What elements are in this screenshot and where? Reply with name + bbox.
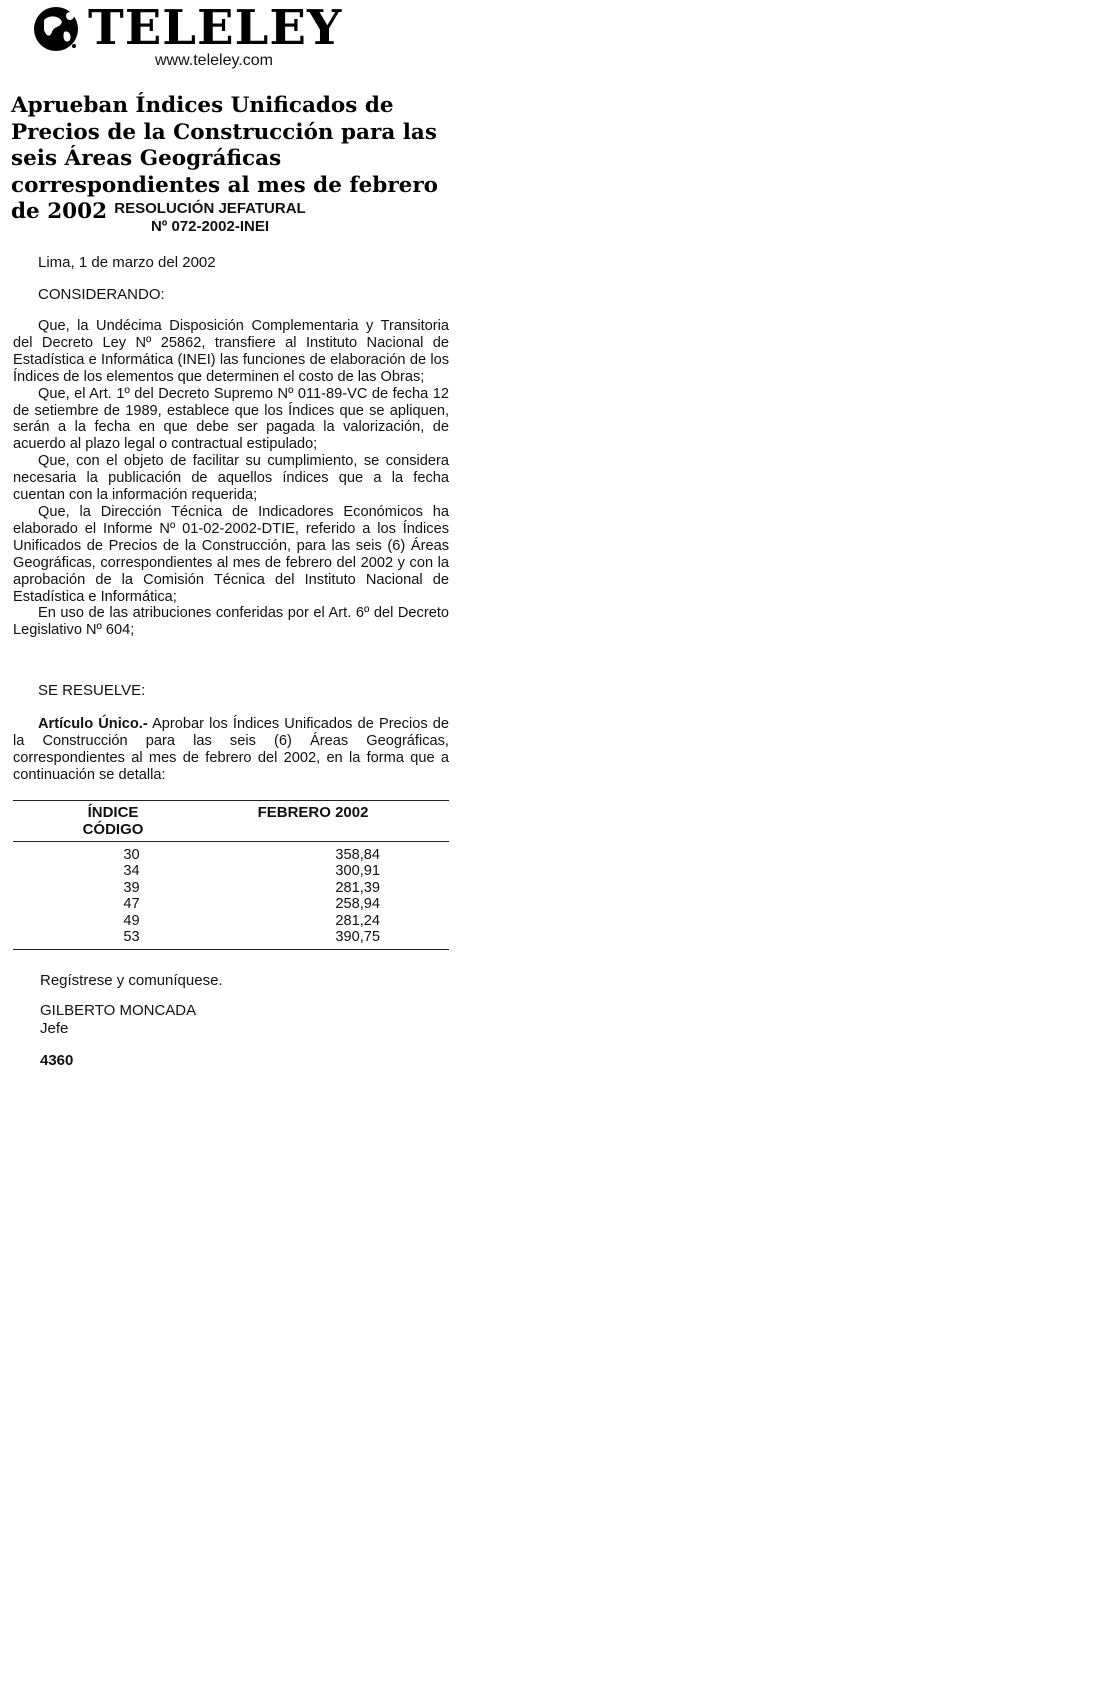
paragraph: En uso de las atribuciones conferidas por el Art. 6º del Decreto Legislativo Nº 604; [13,605,449,639]
cell-valor: 258,94 [335,896,380,913]
signature-block [40,1002,196,1038]
table-row [13,863,449,879]
indices-table [13,800,449,950]
website-url[interactable]: www.teleley.com [155,52,273,69]
table-row [13,847,449,863]
se-resuelve-heading: SE RESUELVE: [38,682,146,699]
registrese-line: Regístrese y comuníquese. [40,972,223,989]
table-row [13,880,449,896]
signer-name: GILBERTO MONCADA [40,1002,197,1019]
articulo-unico [13,716,449,784]
cell-codigo: 34 [123,863,140,880]
articulo-paragraph [13,716,449,784]
cell-valor: 390,75 [335,929,380,946]
cell-valor: 358,84 [335,847,380,863]
header-indice-codigo [13,804,213,838]
table-row [13,929,449,945]
considerando-paragraphs [13,318,449,639]
publication-number: 4360 [40,1052,74,1069]
articulo-label: Artículo Único.- [38,716,148,732]
table-header [13,801,449,841]
table-bottom-rule [13,949,449,950]
cell-codigo: 53 [123,929,140,946]
globe-icon [30,2,82,54]
page-title: Aprueban Índices Unificados de Precios de la Construcción para las seis Áreas Geográficas correspondientes al mes de febrero de 2002 [11,93,439,224]
resolution-type: RESOLUCIÓN JEFATURAL [114,200,306,217]
table-body [13,842,449,949]
cell-valor: 281,39 [335,879,380,896]
table-row [13,896,449,912]
considerando-heading: CONSIDERANDO: [38,286,165,303]
paragraph: Que, con el objeto de facilitar su cumplimiento, se considera necesaria la publicación de aquellos índices que a la fecha cuentan con la información requerida; [13,453,449,504]
teleley-logo [30,2,342,54]
header-codigo: CÓDIGO [82,821,144,838]
paragraph: Que, la Undécima Disposición Complementaria y Transitoria del Decreto Ley Nº 25862, transfiere al Instituto Nacional de Estadística e Informática (INEI) las funciones de elaboración de los Índices de los elementos que determinen el costo de las Obras; [13,318,449,385]
paragraph: Que, el Art. 1º del Decreto Supremo Nº 011-89-VC de fecha 12 de setiembre de 1989, establece que los Índices que se apliquen, serán a la fecha en que debe ser pagada la valorización, de acuerdo al plazo legal o contractual estipulado; [13,385,449,453]
resolution-heading [60,200,360,236]
header-indice: ÍNDICE [87,804,139,821]
cell-valor: 300,91 [335,863,380,880]
date-line: Lima, 1 de marzo del 2002 [38,254,216,271]
header-febrero: FEBRERO 2002 [257,804,369,821]
resolution-number: Nº 072-2002-INEI [150,218,270,235]
cell-valor: 281,24 [335,912,380,929]
articulo-text: Aprobar los Índices Unificados de Precios de la Construcción para las seis (6) Áreas Geográficas, correspondientes al mes de febrero del 2002, en la forma que a continuación se detalla: [13,716,449,783]
signer-title: Jefe [40,1020,69,1037]
table-row [13,913,449,929]
cell-codigo: 39 [123,879,140,896]
cell-codigo: 30 [123,847,140,863]
cell-codigo: 47 [123,896,140,913]
cell-codigo: 49 [123,912,140,929]
paragraph: Que, la Dirección Técnica de Indicadores Económicos ha elaborado el Informe Nº 01-02-2002-DTIE, referido a los Índices Unificados de Precios de la Construcción, para las seis (6) Áreas Geográficas, correspondientes al mes de febrero del 2002 y con la aprobación de la Comisión Técnica del Instituto Nacional de Estadística e Informática; [13,503,449,605]
brand-name: TELELEY [88,0,343,56]
